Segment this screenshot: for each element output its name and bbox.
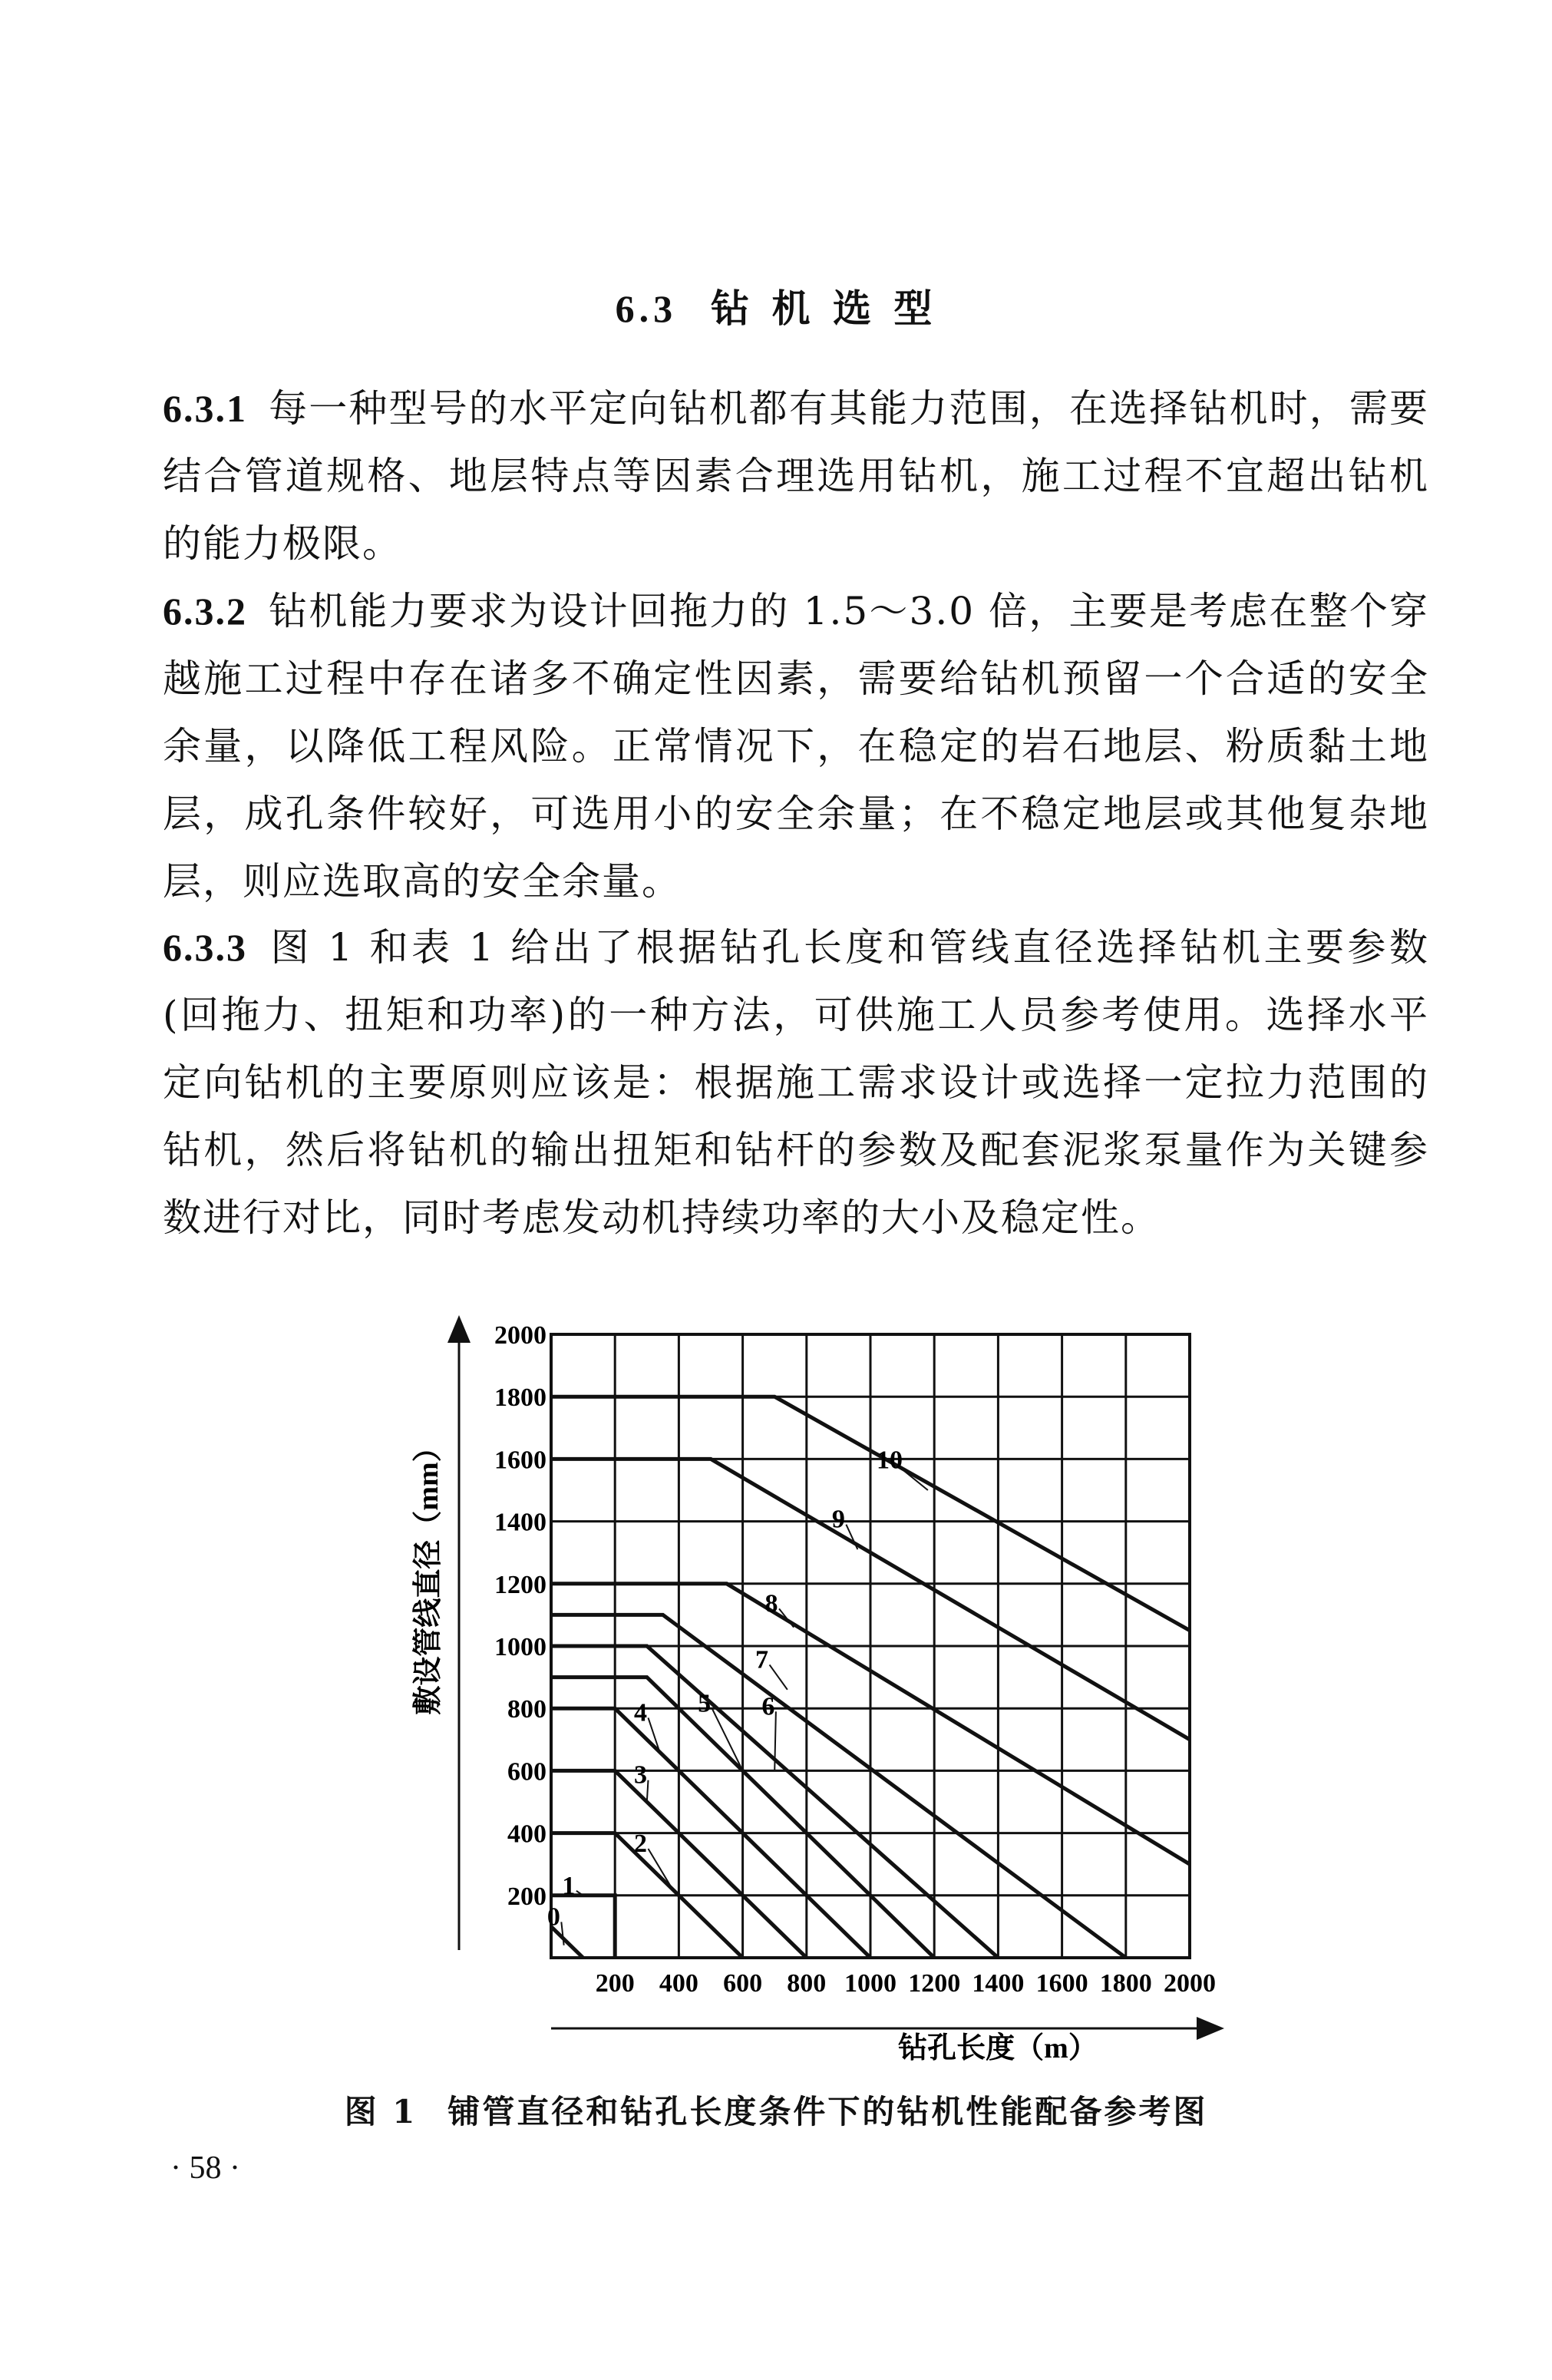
figure-number: 图 1 <box>344 2093 418 2130</box>
x-tick-label: 1400 <box>972 1969 1025 1998</box>
x-tick-label: 600 <box>723 1969 763 1998</box>
page-number: · 58 · <box>170 2150 240 2186</box>
series-leader-0 <box>561 1922 563 1945</box>
drill-selection-chart <box>399 1305 1289 2073</box>
paragraph-6-3-2 <box>163 577 1429 915</box>
series-line-0 <box>551 1926 583 1958</box>
y-axis-label: 敷设管线直径（mm） <box>412 1433 444 1715</box>
series-label-5: 5 <box>698 1689 712 1718</box>
y-tick-label: 1800 <box>494 1383 547 1413</box>
x-tick-label: 400 <box>659 1969 698 1998</box>
clause-text: 图 1 和表 1 给出了根据钻孔长度和管线直径选择钻机主要参数(回拖力、扭矩和功率)的一种方法，可供施工人员参考使用。选择水平定向钻机的主要原则应该是：根据施工需求设计或选择一定拉力范围的钻机，然后将钻机的输出扭矩和钻杆的参数及配套泥浆泵量作为关键参数进行对比，同时考虑发动机持续功率的大小及稳定性。 <box>163 925 1429 1240</box>
series-leader-3 <box>647 1780 649 1802</box>
y-tick-label: 600 <box>507 1757 547 1787</box>
clause-number: 6.3.3 <box>163 926 247 969</box>
paragraph-6-3-1 <box>163 375 1429 577</box>
figure-caption-text: 铺管直径和钻孔长度条件下的钻机性能配备参考图 <box>447 2093 1208 2130</box>
series-label-6: 6 <box>761 1692 775 1721</box>
section-title: 钻 机 选 型 <box>711 286 937 331</box>
clause-number: 6.3.1 <box>163 387 247 430</box>
series-label-1: 1 <box>562 1871 576 1900</box>
series-label-9: 9 <box>831 1505 845 1534</box>
clause-number: 6.3.2 <box>163 590 247 633</box>
series-label-7: 7 <box>755 1645 769 1674</box>
series-line-1 <box>551 1896 615 1958</box>
x-tick-label: 200 <box>595 1969 635 1998</box>
y-tick-label: 800 <box>507 1695 547 1724</box>
x-axis-label: 钻孔长度（m） <box>898 2032 1098 2064</box>
x-tick-label: 800 <box>787 1969 827 1998</box>
series-label-2: 2 <box>633 1829 647 1858</box>
x-tick-label: 1000 <box>844 1969 897 1998</box>
series-label-8: 8 <box>764 1589 778 1618</box>
section-heading <box>0 278 1552 333</box>
series-leader-9 <box>846 1525 857 1549</box>
x-tick-label: 2000 <box>1164 1969 1216 1998</box>
x-tick-label: 1600 <box>1035 1969 1088 1998</box>
x-tick-label: 1800 <box>1099 1969 1152 1998</box>
y-tick-label: 1200 <box>494 1570 547 1599</box>
y-tick-label: 400 <box>507 1820 547 1849</box>
clause-text: 每一种型号的水平定向钻机都有其能力范围，在选择钻机时，需要结合管道规格、地层特点等因素合理选用钻机，施工过程不宜超出钻机的能力极限。 <box>163 386 1429 566</box>
y-tick-label: 2000 <box>494 1321 547 1350</box>
series-label-0: 0 <box>547 1902 560 1932</box>
figure-caption <box>0 2087 1552 2133</box>
section-number: 6.3 <box>615 287 678 330</box>
y-tick-label: 200 <box>507 1882 547 1911</box>
series-leader-7 <box>770 1664 788 1689</box>
clause-text: 钻机能力要求为设计回拖力的 1.5～3.0 倍，主要是考虑在整个穿越施工过程中存在诸多不确定性因素，需要给钻机预留一个合适的安全余量，以降低工程风险。正常情况下，在稳定的岩石地层、粉质黏土地层，成孔条件较好，可选用小的安全余量；在不稳定地层或其他复杂地层，则应选取高的安全余量。 <box>163 589 1429 904</box>
y-tick-label: 1600 <box>494 1446 547 1475</box>
series-label-4: 4 <box>633 1698 647 1727</box>
series-label-3: 3 <box>633 1760 647 1790</box>
paragraph-6-3-3 <box>163 914 1429 1251</box>
y-tick-label: 1400 <box>494 1508 547 1537</box>
y-tick-label: 1000 <box>494 1633 547 1661</box>
series-label-10: 10 <box>876 1446 903 1475</box>
x-tick-label: 1200 <box>908 1969 961 1998</box>
